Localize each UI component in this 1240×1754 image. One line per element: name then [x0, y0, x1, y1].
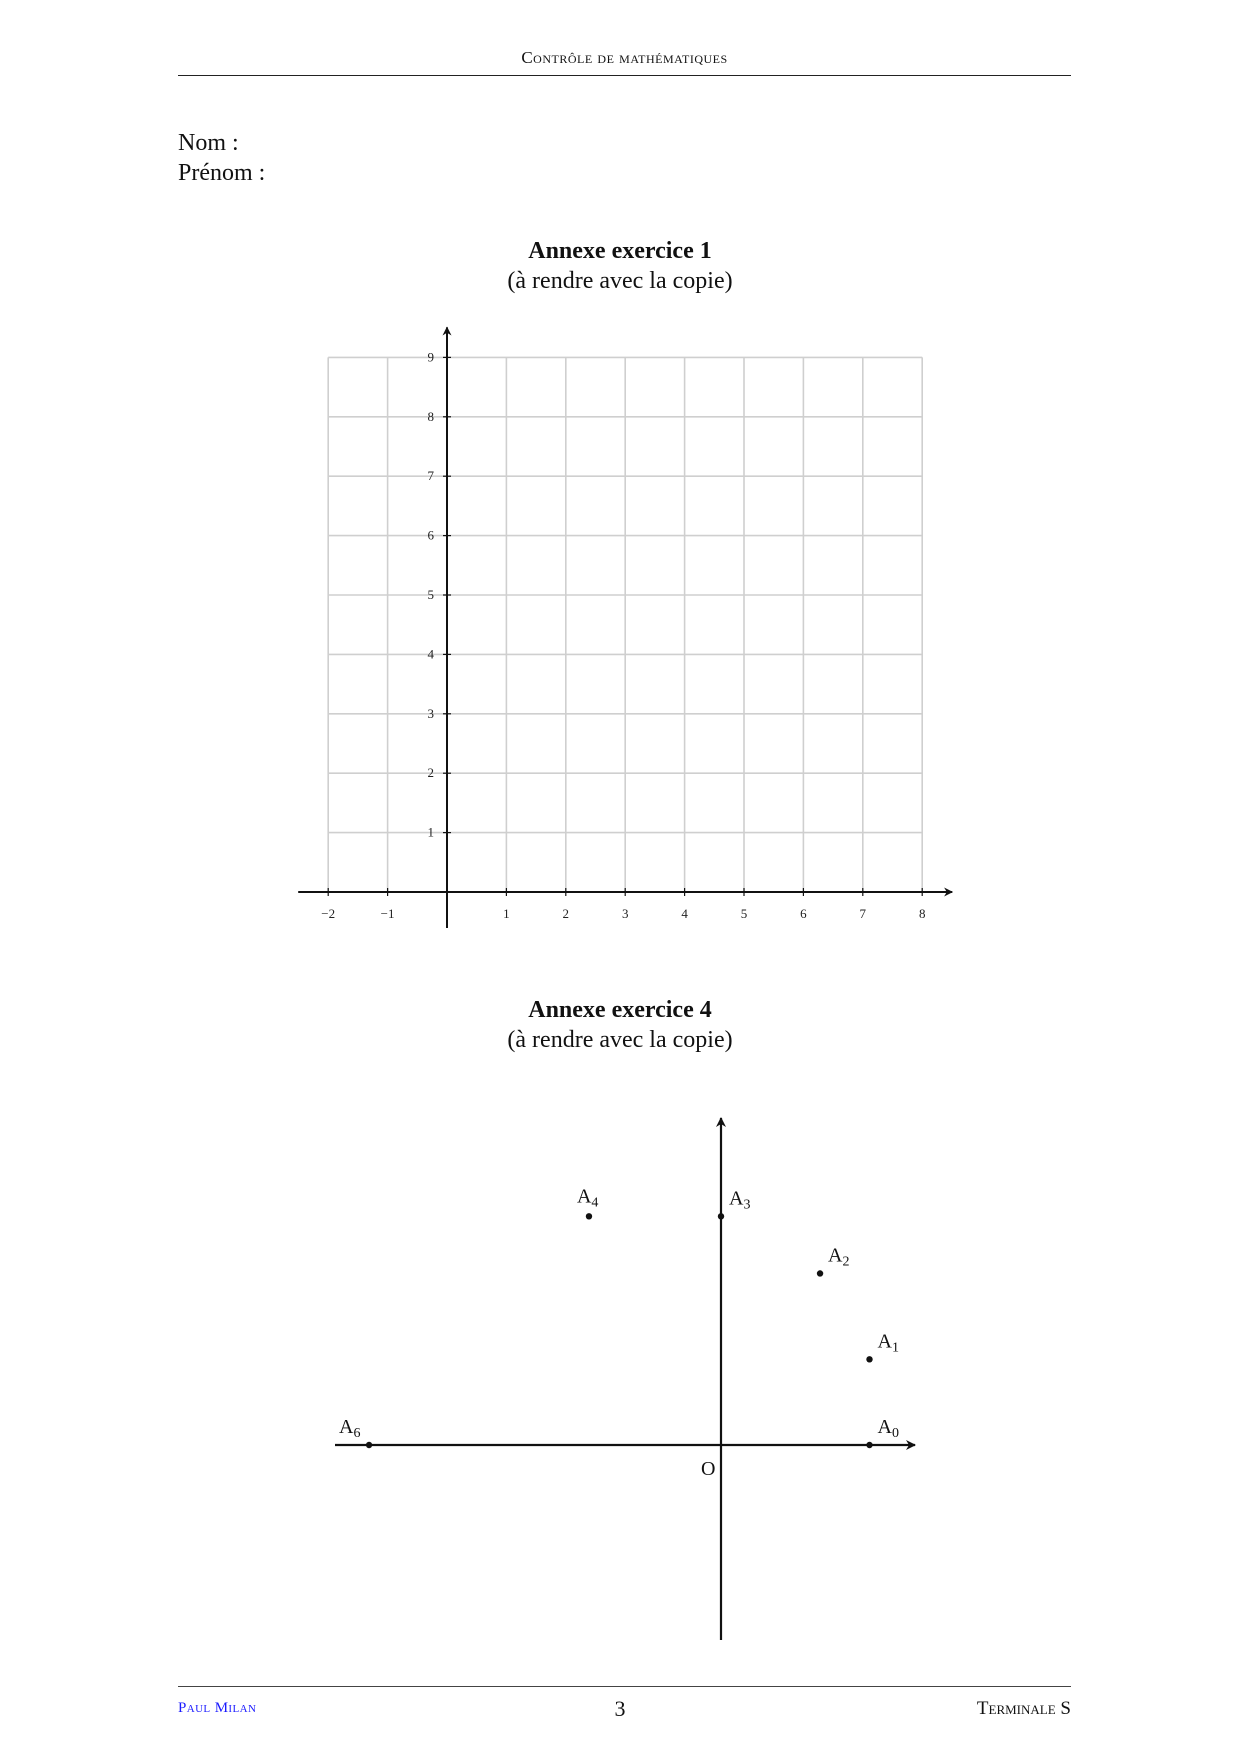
x-tick-label: 8 [918, 906, 926, 921]
x-tick-label: 7 [859, 906, 867, 921]
x-tick-label: 5 [740, 906, 748, 921]
y-tick-label: 2 [427, 765, 434, 781]
footer-author: Paul Milan [178, 1700, 257, 1716]
point-a6 [366, 1442, 372, 1448]
page-number: 3 [614, 1696, 626, 1721]
point-label-a2: $A_2$ [828, 1244, 850, 1270]
point-label-a3: $A_3$ [729, 1187, 751, 1213]
annexe4-subtitle: (à rendre avec la copie) [507, 1027, 733, 1053]
point-a1 [866, 1356, 872, 1362]
annexe4-title: Annexe exercice 4 [528, 997, 712, 1023]
x-tick-label: −2 [321, 906, 336, 921]
point-a4 [586, 1213, 592, 1219]
x-tick-label: 6 [800, 906, 807, 921]
point-a0 [866, 1442, 872, 1448]
footer-rule [178, 1686, 1071, 1687]
y-tick-label: 6 [427, 527, 434, 543]
point-label-a1: $A_1$ [877, 1330, 899, 1356]
footer-class: Terminale S [976, 1698, 1071, 1719]
x-tick-label: 4 [681, 906, 688, 921]
x-tick-label: 3 [621, 906, 629, 921]
x-tick-label: −1 [380, 906, 395, 921]
annexe1-subtitle: (à rendre avec la copie) [507, 268, 733, 294]
y-tick-label: 9 [427, 349, 434, 365]
point-a3 [718, 1213, 724, 1219]
point-a2 [817, 1270, 823, 1276]
point-label-a4: $A_4$ [576, 1185, 599, 1211]
y-tick-label: 3 [427, 705, 434, 721]
point-label-a6: $A_6$ [339, 1416, 361, 1441]
firstname-label: Prénom : [178, 160, 266, 186]
y-tick-label: 5 [427, 587, 434, 602]
origin-label: O [701, 1458, 716, 1480]
page-header: Contrôle de mathématiques [521, 48, 728, 67]
y-tick-label: 8 [427, 408, 434, 424]
annexe1-title: Annexe exercice 1 [528, 238, 712, 264]
y-tick-label: 1 [427, 824, 434, 840]
y-tick-label: 4 [427, 646, 434, 662]
point-label-a0: $A_0$ [877, 1416, 899, 1441]
x-tick-label: 2 [562, 906, 570, 921]
x-tick-label: 1 [503, 906, 510, 921]
name-label: Nom : [178, 130, 239, 156]
y-tick-label: 7 [427, 468, 434, 484]
